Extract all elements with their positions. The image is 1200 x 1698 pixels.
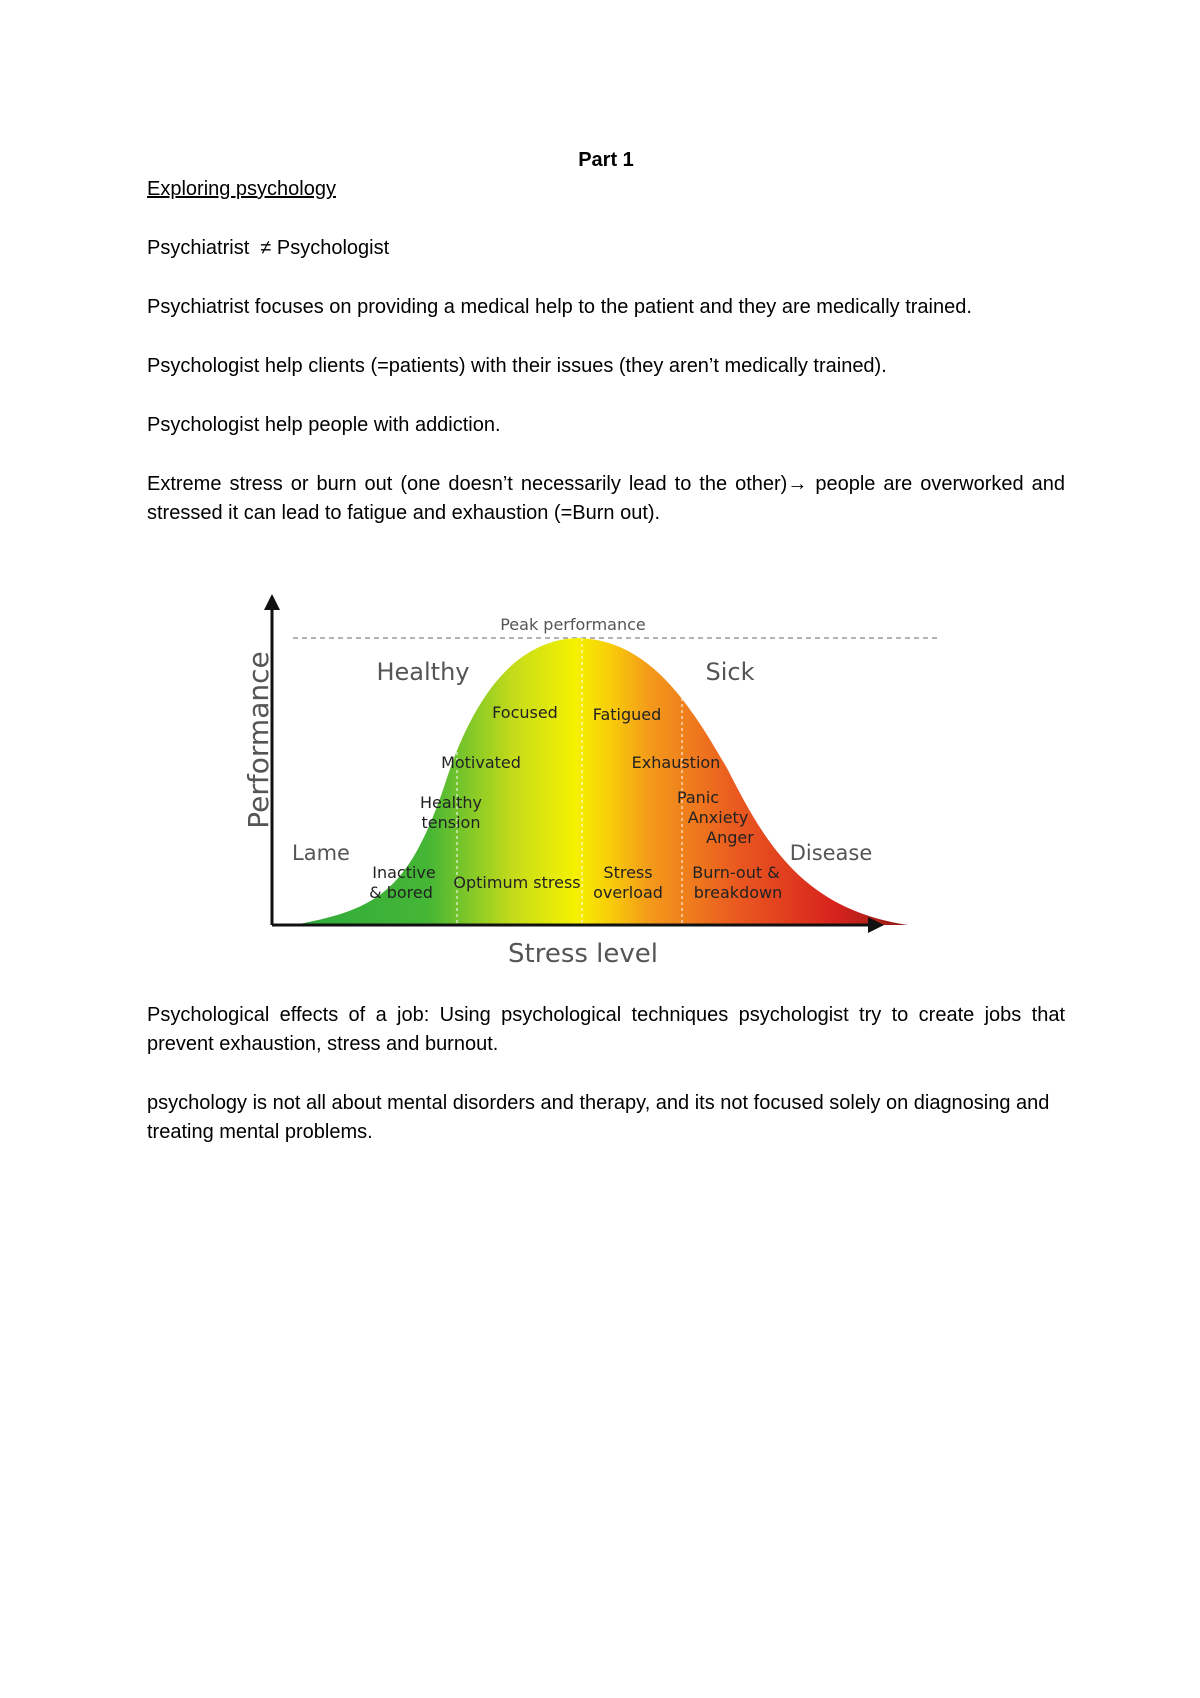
y-axis-label: Performance xyxy=(242,651,275,829)
stress-performance-figure xyxy=(242,590,968,970)
x-axis-label: Stress level xyxy=(508,939,658,969)
label-focused: Focused xyxy=(492,703,558,722)
label-burnout-line1: Burn-out & xyxy=(692,863,780,882)
document-body-top xyxy=(147,146,1065,528)
section-heading: Exploring psychology xyxy=(147,178,336,200)
label-inactive-line1: Inactive xyxy=(372,863,436,882)
zone-sick-label: Sick xyxy=(705,658,755,686)
page-title: Part 1 xyxy=(578,149,634,171)
zone-healthy-label: Healthy xyxy=(376,658,470,686)
paragraph-stress: Extreme stress or burn out (one doesn’t necessarily lead to the other)→ people are overworked and stressed it can lead to fatigue and exhaustion (=Burn out). xyxy=(147,473,1065,524)
label-inactive-line2: & bored xyxy=(369,883,433,902)
stress-curve-diagram xyxy=(242,590,968,970)
label-stress-overload-line1: Stress xyxy=(603,863,653,882)
comparison-line: Psychiatrist ≠ Psychologist xyxy=(147,237,390,259)
paragraph-psychiatrist: Psychiatrist focuses on providing a medical help to the patient and they are medically trained. xyxy=(147,296,972,318)
label-optimum-stress: Optimum stress xyxy=(453,873,581,892)
paragraph-not-all-disorders: psychology is not all about mental disorders and therapy, and its not focused solely on diagnosing and treating mental problems. xyxy=(147,1092,1050,1143)
label-panic: Panic xyxy=(676,788,720,807)
end-right-label: Disease xyxy=(789,841,873,865)
paragraph-job-effects: Psychological effects of a job: Using psychological techniques psychologist try to create jobs that prevent exhaustion, stress and burnout. xyxy=(147,1004,1065,1055)
label-healthy-tension-line2: tension xyxy=(421,813,481,832)
label-motivated: Motivated xyxy=(441,753,521,772)
label-burnout-line2: breakdown xyxy=(693,883,783,902)
label-anxiety: Anxiety xyxy=(687,808,749,827)
paragraph-addiction: Psychologist help people with addiction. xyxy=(147,414,501,436)
end-left-label: Lame xyxy=(292,841,350,865)
peak-label: Peak performance xyxy=(500,615,646,634)
document-body-bottom xyxy=(147,1001,1065,1147)
label-anger: Anger xyxy=(706,828,754,847)
label-stress-overload-line2: overload xyxy=(593,883,663,902)
y-axis-arrow-icon xyxy=(264,594,280,610)
label-healthy-tension-line1: Healthy xyxy=(419,793,483,812)
paragraph-clients: Psychologist help clients (=patients) with their issues (they aren’t medically trained). xyxy=(147,355,887,377)
label-exhaustion: Exhaustion xyxy=(631,753,721,772)
label-fatigued: Fatigued xyxy=(592,705,662,724)
